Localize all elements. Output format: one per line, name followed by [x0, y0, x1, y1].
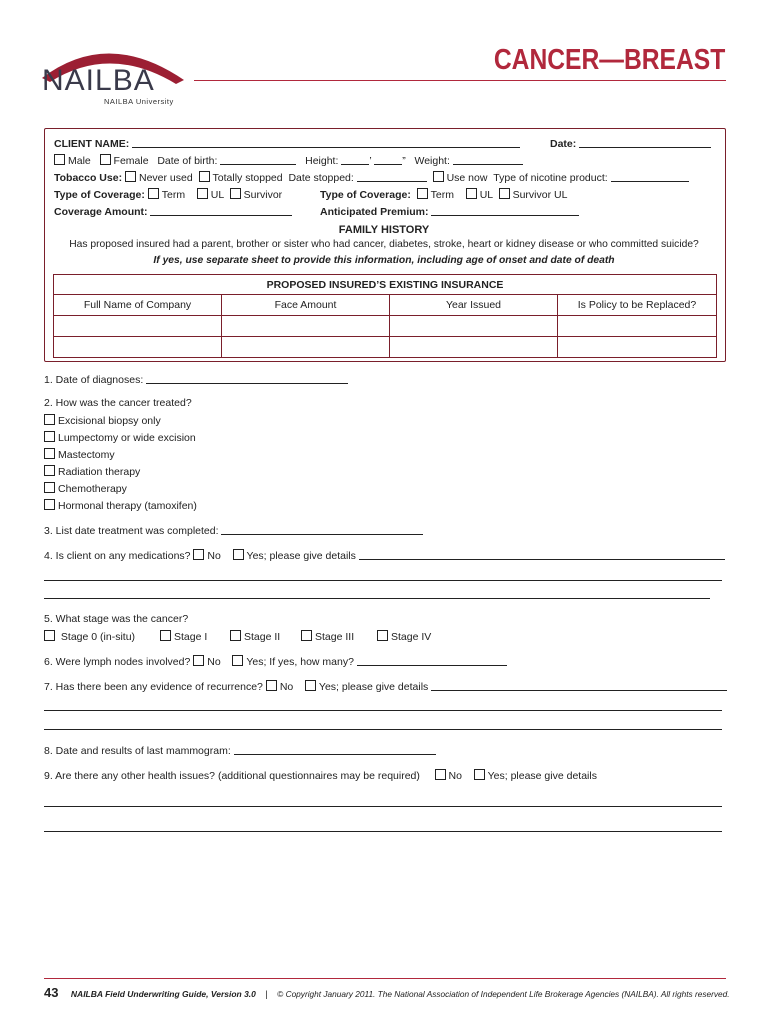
table-cell[interactable]: [558, 316, 717, 337]
q5-option-label: Stage III: [315, 631, 355, 643]
header-rule: [194, 80, 726, 81]
col-year-issued: Year Issued: [390, 295, 558, 316]
feet-mark: ’: [369, 155, 372, 167]
use-now-label: Use now: [446, 172, 488, 184]
nicotine-field[interactable]: [611, 171, 689, 182]
female-checkbox[interactable]: [100, 154, 111, 165]
client-name-field[interactable]: [132, 137, 520, 148]
q4-no-label: No: [207, 550, 221, 562]
height-inches-field[interactable]: [374, 154, 402, 165]
existing-insurance-heading: PROPOSED INSURED’S EXISTING INSURANCE: [54, 275, 717, 295]
never-used-label: Never used: [139, 172, 193, 184]
tobacco-label: Tobacco Use:: [54, 172, 123, 184]
male-checkbox[interactable]: [54, 154, 65, 165]
table-cell[interactable]: [54, 316, 222, 337]
q6-no-checkbox[interactable]: [193, 655, 204, 666]
q5-option-label: Stage IV: [391, 631, 432, 643]
height-feet-field[interactable]: [341, 154, 372, 167]
never-used-checkbox[interactable]: [125, 171, 136, 182]
q8-field[interactable]: [234, 744, 436, 755]
q4-yes-checkbox[interactable]: [233, 549, 244, 560]
page-number: 43: [44, 985, 59, 1000]
q9-no-checkbox[interactable]: [435, 769, 446, 780]
ul-checkbox-2[interactable]: [466, 188, 477, 199]
ul-label: UL: [210, 189, 224, 201]
coverage-type-label: Type of Coverage:: [54, 189, 145, 201]
q7-details-line[interactable]: [44, 710, 722, 711]
q3-field[interactable]: [221, 524, 423, 535]
q6-yes-checkbox[interactable]: [232, 655, 243, 666]
nailba-logo-subtitle: NAILBA University: [104, 97, 174, 106]
q4-yes-label: Yes; please give details: [246, 550, 356, 562]
q6-yes-label: Yes; If yes, how many?: [246, 656, 354, 668]
q6-label: 6. Were lymph nodes involved?: [44, 656, 191, 668]
dob-label: Date of birth:: [157, 155, 218, 167]
male-label: Male: [68, 155, 91, 167]
totally-stopped-checkbox[interactable]: [199, 171, 210, 182]
q1-field[interactable]: [146, 373, 348, 384]
height-label: Height:: [305, 155, 339, 167]
table-cell[interactable]: [558, 337, 717, 358]
q2-option-label: Mastectomy: [58, 449, 115, 461]
q4-details-line[interactable]: [44, 580, 722, 581]
q9-label: 9. Are there any other health issues? (additional questionnaires may be required): [44, 770, 420, 782]
existing-insurance-table: [53, 274, 717, 358]
col-replaced: Is Policy to be Replaced?: [558, 295, 717, 316]
q5-option-label: Stage 0 (in-situ): [60, 631, 136, 643]
family-history-instruction: If yes, use separate sheet to provide this information, including age of onset and date of death: [153, 255, 615, 266]
q8-label: 8. Date and results of last mammogram:: [44, 745, 231, 757]
q2-option-checkbox[interactable]: [44, 499, 55, 510]
q3-label: 3. List date treatment was completed:: [44, 525, 219, 537]
anticipated-premium-label: Anticipated Premium:: [320, 206, 429, 218]
q5-option-label: Stage II: [244, 631, 281, 643]
anticipated-premium-field[interactable]: [431, 205, 579, 216]
q5-option-label: Stage I: [174, 631, 208, 643]
q7-yes-label: Yes; please give details: [318, 681, 429, 693]
table-cell[interactable]: [222, 337, 390, 358]
ul-checkbox[interactable]: [197, 188, 208, 199]
q4-no-checkbox[interactable]: [193, 549, 204, 560]
q1-label: 1. Date of diagnoses:: [44, 374, 144, 386]
q2-label: 2. How was the cancer treated?: [44, 397, 192, 409]
footer: [44, 984, 730, 1002]
q7-no-label: No: [279, 681, 294, 693]
client-name-label: CLIENT NAME:: [54, 138, 130, 150]
q7-yes-checkbox[interactable]: [305, 680, 316, 691]
table-cell[interactable]: [390, 316, 558, 337]
q2-option-label: Radiation therapy: [58, 466, 141, 478]
footer-separator: |: [265, 989, 268, 999]
q5-label: 5. What stage was the cancer?: [44, 613, 189, 625]
date-stopped-field[interactable]: [357, 171, 427, 182]
coverage-amount-field[interactable]: [150, 205, 292, 216]
q4-label: 4. Is client on any medications?: [44, 550, 191, 562]
q2-option-label: Hormonal therapy (tamoxifen): [58, 500, 197, 512]
nailba-logo: NAILBA: [42, 64, 155, 97]
use-now-checkbox[interactable]: [433, 171, 444, 182]
q6-count-field[interactable]: [357, 655, 507, 666]
q5-option-checkbox[interactable]: [230, 630, 241, 641]
q2-option-checkbox[interactable]: [44, 465, 55, 476]
table-cell[interactable]: [222, 316, 390, 337]
q5-option-checkbox[interactable]: [301, 630, 312, 641]
family-history-question: Has proposed insured had a parent, brother or sister who had cancer, diabetes, stroke, heart or kidney disease or who committed suicide?: [69, 239, 699, 250]
footer-rule: [44, 978, 726, 979]
term-checkbox[interactable]: [148, 188, 159, 199]
page-title: CANCER—BREAST: [493, 44, 725, 76]
q9-yes-label: Yes; please give details: [487, 770, 597, 782]
q2-option-checkbox[interactable]: [44, 431, 55, 442]
family-history-heading: FAMILY HISTORY: [338, 224, 430, 236]
coverage-amount-label: Coverage Amount:: [54, 206, 148, 218]
q2-option-checkbox[interactable]: [44, 482, 55, 493]
table-cell[interactable]: [54, 337, 222, 358]
dob-field[interactable]: [220, 154, 296, 165]
q5-option-checkbox[interactable]: [44, 630, 55, 641]
q7-label: 7. Has there been any evidence of recurrence?: [44, 681, 263, 693]
q9-yes-checkbox[interactable]: [474, 769, 485, 780]
q5-option-checkbox[interactable]: [160, 630, 171, 641]
guide-title: NAILBA Field Underwriting Guide, Version 3.0: [70, 989, 256, 999]
term-label-2: Term: [430, 189, 455, 201]
weight-field[interactable]: [453, 154, 523, 165]
q6-no-label: No: [207, 656, 221, 668]
table-row: [54, 316, 717, 337]
q9-details-line[interactable]: [44, 831, 722, 832]
survivor-ul-checkbox[interactable]: [499, 188, 510, 199]
q9-no-label: No: [448, 770, 462, 782]
date-stopped-label: Date stopped:: [288, 172, 354, 184]
q5-option-checkbox[interactable]: [377, 630, 388, 641]
totally-stopped-label: Totally stopped: [212, 172, 283, 184]
q9-details-line[interactable]: [44, 806, 722, 807]
coverage-type-label-2: Type of Coverage:: [320, 189, 411, 201]
ul-label-2: UL: [479, 189, 493, 201]
table-cell[interactable]: [390, 337, 558, 358]
term-label: Term: [161, 189, 186, 201]
weight-label: Weight:: [414, 155, 450, 167]
q7-details-line[interactable]: [44, 729, 722, 730]
female-label: Female: [113, 155, 149, 167]
q7-details-field[interactable]: [431, 680, 727, 691]
q2-option-label: Excisional biopsy only: [58, 415, 161, 427]
copyright: © Copyright January 2011. The National Association of Independent Life Brokerage Agencies (NAILBA). All rights reserved.: [277, 989, 730, 999]
table-row: [54, 337, 717, 358]
inches-mark: ”: [402, 155, 406, 167]
q4-details-line[interactable]: [44, 598, 710, 599]
col-face-amount: Face Amount: [222, 295, 390, 316]
q7-no-checkbox[interactable]: [266, 680, 277, 691]
q2-option-checkbox[interactable]: [44, 414, 55, 425]
q2-option-label: Lumpectomy or wide excision: [58, 432, 196, 444]
survivor-ul-label: Survivor UL: [512, 189, 568, 201]
date-label: Date:: [550, 138, 577, 150]
term-checkbox-2[interactable]: [417, 188, 428, 199]
q2-option-checkbox[interactable]: [44, 448, 55, 459]
date-field[interactable]: [579, 137, 711, 148]
q4-details-field[interactable]: [359, 549, 725, 560]
survivor-label: Survivor: [243, 189, 283, 201]
survivor-checkbox[interactable]: [230, 188, 241, 199]
nicotine-label: Type of nicotine product:: [493, 172, 608, 184]
col-company: Full Name of Company: [54, 295, 222, 316]
q2-option-label: Chemotherapy: [58, 483, 127, 495]
